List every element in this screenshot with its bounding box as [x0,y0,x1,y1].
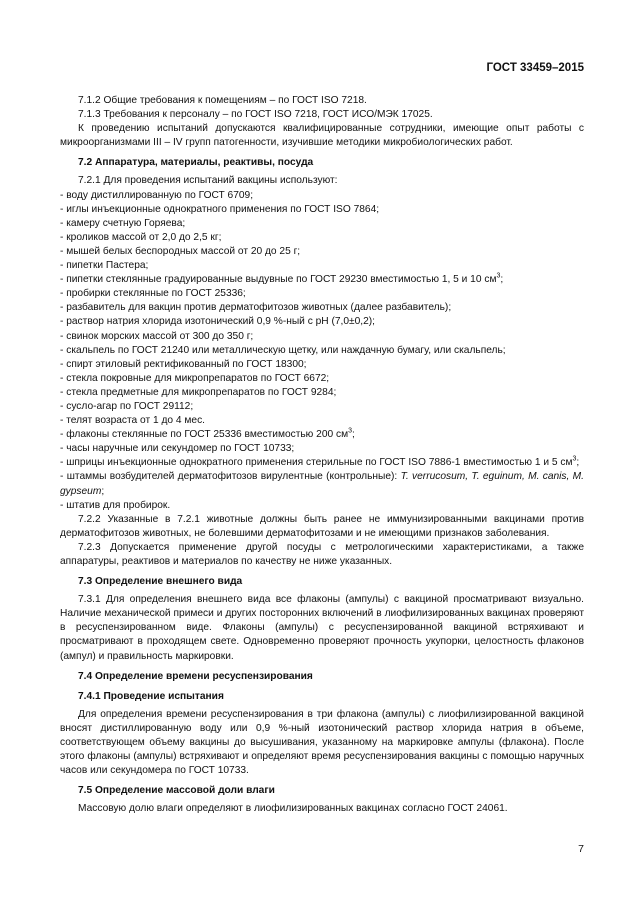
subsection-heading-7-4-1: 7.4.1 Проведение испытания [78,690,224,702]
superscript: 3 [496,272,501,280]
section-heading-7-5: 7.5 Определение массовой доли влаги [78,785,275,797]
list-item: - стекла предметные для микропрепаратов по ГОСТ 9284; [60,386,337,398]
clause-7-1-3: 7.1.3 Требования к персоналу – по ГОСТ ISO 7218, ГОСТ ИСО/МЭК 17025. [78,109,433,121]
list-item: - кроликов массой от 2,0 до 2,5 кг; [60,231,222,243]
list-item: - телят возраста от 1 до 4 мес. [60,415,206,427]
list-item: - иглы инъекционные однократного применения по ГОСТ ISO 7864; [60,203,380,215]
list-item: - свинок морских массой от 300 до 350 г; [60,330,254,342]
superscript: 3 [572,455,577,463]
clause-7-2-2: 7.2.2 Указанные в 7.2.1 животные должны быть ранее не иммунизированными вакцинами против дерматофитозов животных, не болевшими дерматофитозами и не имеющими признаков заболевания. [60,513,584,539]
page-number: 7 [578,843,584,855]
list-item-text: - флаконы стеклянные по ГОСТ 25336 вместимостью 200 см [60,429,349,441]
list-item: - разбавитель для вакцин против дерматофитозов животных (далее разбавитель); [60,302,452,314]
list-item-text: - штаммы возбудителей дерматофитозов вирулентные (контрольные): [60,471,401,483]
clause-7-3-1: 7.3.1 Для определения внешнего вида все флаконы (ампулы) с вакциной просматривают визуально. Наличие механической примеси и других посторонних включений в лиофилизированных вакцинах проверяют в ресуспензированном виде. Флаконы (ампулы) с ресуспензированной вакциной встряхивают и просматривают в проходящем свете. Одновременно проверяют прочность укупорки, целостность флаконов (ампул) и правильность маркировки. [60,594,584,662]
list-item-end: ; [101,485,105,497]
list-item-end: ; [352,429,355,441]
list-item-text: - шприцы инъекционные однократного применения стерильные по ГОСТ ISO 7886-1 вместимостью 1 и 5 см [60,457,573,469]
list-item: - стекла покровные для микропрепаратов по ГОСТ 6672; [60,372,330,384]
list-item-text: - пипетки стеклянные градуированные выдувные по ГОСТ 29230 вместимостью 1, 5 и 10 см [60,274,497,286]
clause-7-1-2: 7.1.2 Общие требования к помещениям – по ГОСТ ISO 7218. [78,95,367,106]
list-item-end: ; [500,274,504,286]
list-item [60,428,584,442]
list-item [60,456,584,470]
list-item: - воду дистиллированную по ГОСТ 6709; [60,189,254,201]
list-item [60,273,584,287]
list-item: - камеру счетную Горяева; [60,217,186,229]
list-item [60,470,584,498]
list-item: - сусло-агар по ГОСТ 29112; [60,400,194,412]
list-item: - штатив для пробирок. [60,499,171,511]
section-heading-7-4: 7.4 Определение времени ресуспензирования [78,670,313,682]
list-item: - скальпель по ГОСТ 21240 или металлическую щетку, или наждачную бумагу, или скальпель; [60,344,506,356]
clause-7-5-text: Массовую долю влаги определяют в лиофилизированных вакцинах согласно ГОСТ 24061. [78,803,508,815]
document-body [60,94,584,817]
list-item: - раствор натрия хлорида изотонический 0,9 %-ный с pH (7,0±0,2); [60,316,376,328]
section-heading-7-3: 7.3 Определение внешнего вида [78,576,243,588]
list-item: - пипетки Пастера; [60,260,149,272]
list-item-end: ; [576,457,580,469]
staff-requirements: К проведению испытаний допускаются квалифицированные сотрудники, имеющие опыт работы с микроорганизмами III – IV групп патогенности, изучившие методики микробиологических работ. [60,123,584,149]
list-item: - пробирки стеклянные по ГОСТ 25336; [60,288,246,300]
document-header: ГОСТ 33459–2015 [486,62,584,74]
list-item: - часы наручные или секундомер по ГОСТ 10733; [60,443,295,455]
clause-7-2-1-intro: 7.2.1 Для проведения испытаний вакцины используют: [78,175,338,187]
list-item: - мышей белых беспородных массой от 20 до 25 г; [60,245,301,257]
superscript: 3 [348,427,352,435]
species-names: T. verrucosum, T. eguinum, M. canis, M. gypseum [60,471,585,497]
clause-7-4-1-text: Для определения времени ресуспензирования в три флакона (ампулы) с лиофилизированной вакциной вносят дистиллированную воду или 0,9 %-ный изотонический раствор хлорида натрия в объеме, соответствующем объему вакцины до высушивания, указанному на маркировке ампулы (флакона). После этого флаконы (ампулы) встряхивают и определяют время ресуспензирования вакцины с помощью наручных часов или секундомера по ГОСТ 10733. [60,708,584,777]
clause-7-2-3: 7.2.3 Допускается применение другой посуды с метрологическими характеристиками, а также аппаратуры, реактивов и материалов по качеству не ниже указанных. [60,541,584,567]
list-item: - спирт этиловый ректификованный по ГОСТ 18300; [60,358,307,370]
section-heading-7-2: 7.2 Аппаратура, материалы, реактивы, посуда [78,157,314,169]
